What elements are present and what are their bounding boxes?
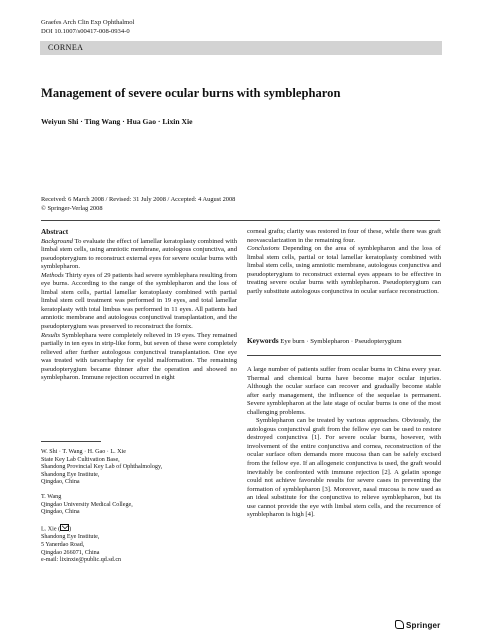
background-text: To evaluate the effect of lamellar keratoplasty combined with limbal stem cells, using amniotic membrane, autologous conjunctiva, and pseudopterygium to reconstruct external eyes for severe ocular burns with symblepharon. [41, 237, 238, 271]
methods-label: Methods [41, 271, 64, 279]
article-dates [41, 196, 235, 213]
keywords-rule [247, 355, 441, 356]
corresponding-email[interactable]: e-mail: lixinxie@public.qd.sd.cn [41, 557, 122, 564]
affiliation-line: Qingdao, China [41, 479, 80, 486]
affiliation-line: Shandong Provincial Key Lab of Ophthalmology, [41, 464, 163, 471]
affiliation-line: W. Shi · T. Wang · H. Gao · L. Xie [41, 449, 126, 455]
methods-text: Thirty eyes of 29 patients had severe symblephara resulting from eye burns. According to the range of the symblepharon and the loss of limbal stem cells, partial lamellar keratoplasty combined with partial limbal stem cell treatment was performed in 19 eyes, and total lamellar keratoplasty with total limbus was performed in 11 eyes. All patients had amniotic membrane and autologous conjunctival transplantation, and the pseudopterygium was preserved to reconstruct the fornix. [41, 271, 237, 331]
results-label: Results [41, 331, 61, 339]
copyright-line: © Springer-Verlag 2008 [41, 204, 103, 212]
intro-paragraph-1: A large number of patients suffer from ocular burns in China every year. Thermal and chemical burns have become major ocular injuries. Although the ocular surface can recover and gradually become stable after early management, the influence of the sequelae is permanent. Severe symblepharon at the late stage of ocular burns is one of the most challenging problems. [247, 366, 441, 416]
journal-doi: DOI 10.1007/s00417-008-0934-0 [41, 27, 130, 35]
results-text: Symblephara were completely relieved in 19 eyes. They remained partially in ten eyes in strip-like form, but seven of these were completely relieved after further autologous conjunctival transplantation. One eye was treated with tarsorrhaphy for eyelid malformation. The remaining pseudopterygium became thinner after the operation and showed no symblepharon. Immune rejection occurred in eight [41, 331, 237, 382]
journal-name: Graefes Arch Clin Exp Ophthalmol [41, 19, 135, 26]
background-label: Background [41, 237, 73, 245]
affiliation-line: T. Wang [41, 494, 62, 501]
affiliation-line: Shandong Eye Institute, [41, 534, 100, 541]
abstract-left-column [41, 228, 237, 383]
author-list: Weiyun Shi · Ting Wang · Hua Gao · Lixin Xie [41, 117, 193, 126]
abstract-right-column [247, 228, 441, 296]
envelope-icon [60, 524, 72, 533]
affiliation-block-2 [41, 494, 237, 517]
publisher-name: Springer [406, 621, 441, 630]
corresponding-author [41, 524, 237, 534]
affiliation-line: Shandong Eye Institute, [41, 471, 100, 478]
keywords [247, 336, 441, 346]
affiliation-line: 5 Yanerdao Road, [41, 541, 85, 548]
article-title: Management of severe ocular burns with symblepharon [41, 86, 341, 100]
introduction [247, 366, 441, 520]
conclusions-text: Depending on the area of symblepharon and the loss of limbal stem cells, partial or total lamellar keratoplasty combined with limbal stem cells, using amniotic membrane, autologous conjunctiva and pseudopterygium to reconstruct external eyes appears to be effective in treating severe ocular burns with symblepharon. Pseudopterygium can partly substitute autologous conjunctiva in ocular surface reconstruction. [247, 245, 441, 295]
keywords-text: Eye burn · Symblepharon · Pseudopterygium [280, 338, 402, 345]
affiliation-block-3 [41, 524, 237, 564]
affiliation-line: Qingdao, China [41, 509, 80, 516]
conclusions-label: Conclusions [247, 245, 280, 253]
section-band [40, 41, 442, 55]
intro-paragraph-2: Symblepharon can be treated by various approaches. Obviously, the autologous conjunctival graft from the fellow eye can be used to restore destroyed conjunctiva [1]. For severe ocular burns, however, with involvement of the entire conjunctiva and cornea, reconstruction of the ocular surface often demands more mucosa than can be safely excised from the fellow eye. If an allogeneic conjunctiva is used, the graft would inevitably be confronted with immune rejection [2]. A gelatin sponge could not achieve favorable results for severe cases in preventing the formation of symblepharon [3]. Moreover, nasal mucosa is now used as an ideal substitute for the conjunctiva to relieve symblepharon, but its use cannot provide the eye with limbal stem cells, and the recurrence of symblepharon is high [4]. [247, 417, 441, 519]
corresponding-name: L. Xie ( [41, 526, 61, 533]
results-continuation: corneal grafts; clarity was restored in four of these, while there was graft neovascularization in the remaining four. [247, 228, 441, 244]
section-label: CORNEA [48, 43, 84, 52]
affiliation-line: Qingdao University Medical College, [41, 501, 133, 508]
keywords-label: Keywords [247, 336, 279, 345]
article-history: Received: 6 March 2008 / Revised: 31 July 2008 / Accepted: 4 August 2008 [41, 196, 236, 203]
springer-horse-icon [395, 620, 404, 629]
springer-logo [395, 620, 441, 630]
affiliation-line: Qingdao 266071, China [41, 549, 100, 556]
journal-header [41, 19, 134, 36]
affiliation-block-1 [41, 449, 237, 487]
affiliations [41, 449, 237, 572]
affiliation-line: State Key Lab Cultivation Base, [41, 456, 120, 463]
affiliation-rule [41, 441, 101, 442]
abstract-heading: Abstract [41, 227, 69, 236]
corresponding-name-end: ) [69, 526, 72, 533]
abstract-top-rule [41, 220, 440, 221]
